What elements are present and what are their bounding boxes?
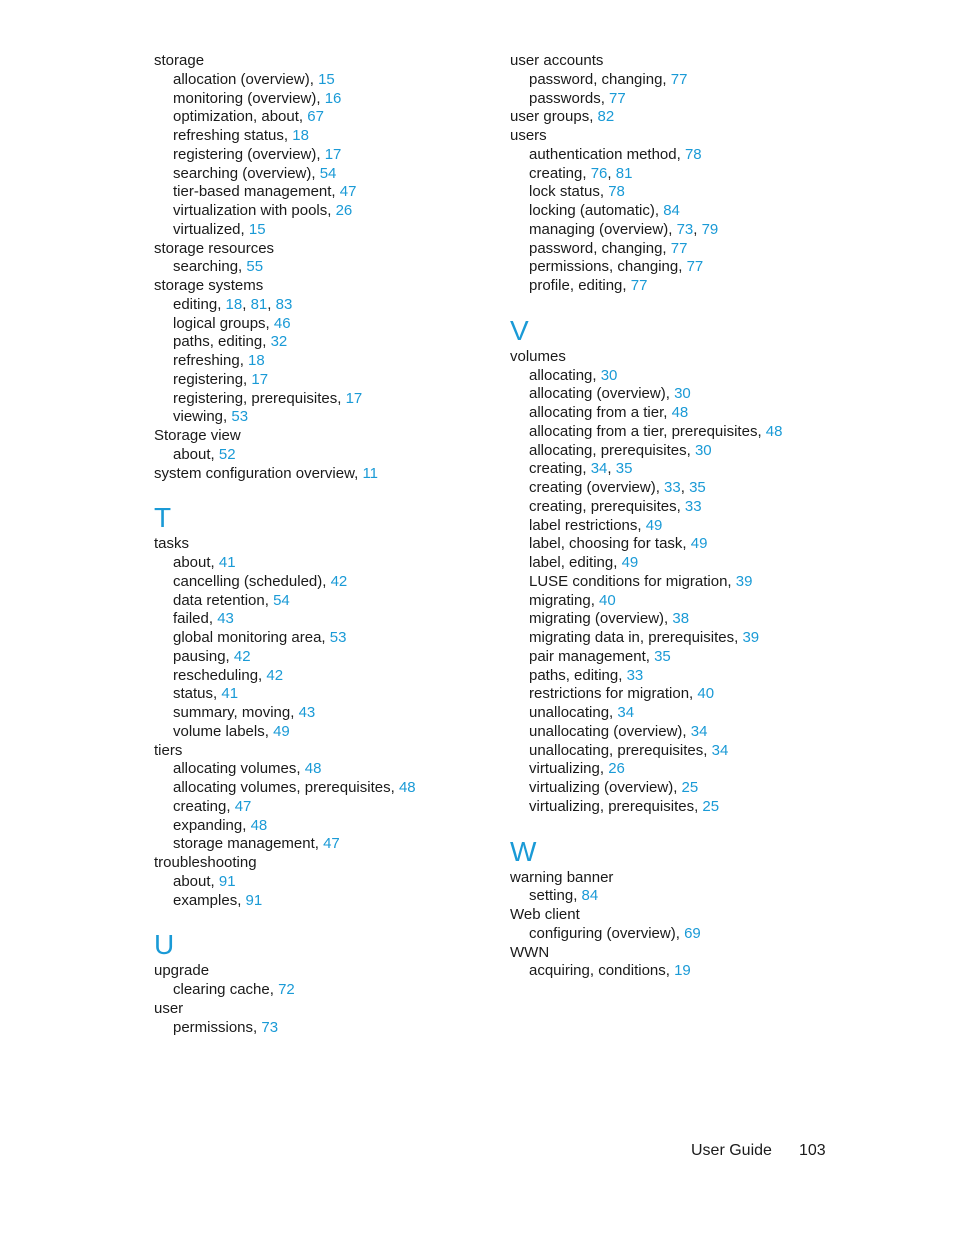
- page-link[interactable]: 33: [664, 479, 681, 496]
- index-subentry: [154, 202, 554, 221]
- index-term: label restrictions,: [529, 516, 646, 534]
- index-subentry: [510, 460, 910, 479]
- index-subentry: [154, 258, 554, 277]
- page-separator: ,: [680, 479, 690, 496]
- index-term: tier-based management,: [173, 183, 340, 201]
- index-subentry: [510, 573, 910, 592]
- page-link[interactable]: 17: [324, 145, 342, 163]
- page-link[interactable]: 55: [246, 258, 264, 276]
- index-section-letter: V: [510, 314, 529, 346]
- index-term: troubleshooting: [154, 854, 257, 871]
- page-link[interactable]: 34: [711, 741, 729, 759]
- index-subentry: [154, 667, 554, 686]
- page-link[interactable]: 19: [674, 962, 691, 980]
- index-term: registering (overview),: [173, 145, 325, 163]
- index-subentry: [510, 385, 910, 404]
- page-link[interactable]: 18: [292, 127, 309, 144]
- index-subentry: [510, 517, 910, 536]
- page-link[interactable]: 69: [684, 924, 701, 942]
- index-term: setting,: [529, 887, 582, 905]
- index-term: volumes: [510, 347, 566, 365]
- page-link[interactable]: 15: [248, 220, 266, 238]
- page-link[interactable]: 11: [362, 464, 379, 482]
- index-term: acquiring, conditions,: [529, 962, 675, 980]
- index-subentry: [510, 71, 910, 90]
- index-term: data retention,: [173, 591, 274, 609]
- index-subentry: [154, 108, 554, 127]
- index-term: cancelling (scheduled),: [173, 572, 331, 590]
- index-term: restrictions for migration,: [529, 685, 698, 703]
- index-entry: [154, 854, 554, 873]
- index-subentry: [154, 333, 554, 352]
- index-term: passwords,: [529, 89, 610, 107]
- index-subentry: [154, 610, 554, 629]
- index-subentry: [154, 183, 554, 202]
- index-term: users: [510, 127, 547, 144]
- index-subentry: [510, 592, 910, 611]
- page-separator: ,: [607, 164, 616, 182]
- index-term: pausing,: [173, 647, 234, 665]
- index-subentry: [154, 446, 554, 465]
- index-term: monitoring (overview),: [173, 89, 325, 107]
- index-term: upgrade: [154, 962, 210, 980]
- index-entry: [510, 869, 910, 888]
- page-link[interactable]: 42: [266, 666, 284, 684]
- index-term: virtualizing,: [529, 760, 609, 778]
- index-term: paths, editing,: [529, 666, 627, 684]
- page-link[interactable]: 48: [304, 760, 322, 778]
- page-link[interactable]: 81: [615, 164, 633, 182]
- index-term: lock status,: [529, 183, 609, 201]
- index-subentry: [510, 648, 910, 667]
- page-link[interactable]: 34: [690, 722, 708, 740]
- index-subentry: [154, 371, 554, 390]
- index-subentry: [510, 479, 910, 498]
- index-subentry: [154, 981, 554, 1000]
- page-link[interactable]: 30: [674, 385, 691, 403]
- index-entry: [154, 52, 554, 71]
- index-term: system configuration overview,: [154, 464, 363, 482]
- index-entry: [510, 127, 910, 146]
- index-subentry: [510, 367, 910, 386]
- index-term: managing (overview),: [529, 220, 677, 238]
- index-subentry: [510, 704, 910, 723]
- index-subentry: [154, 352, 554, 371]
- index-subentry: [154, 1019, 554, 1038]
- index-subentry: [510, 202, 910, 221]
- index-subentry: [510, 685, 910, 704]
- page-link[interactable]: 81: [250, 295, 268, 313]
- index-term: unallocating,: [529, 704, 618, 721]
- index-subentry: [154, 165, 554, 184]
- page-link[interactable]: 30: [694, 441, 712, 459]
- page-link[interactable]: 79: [701, 220, 719, 238]
- page-link[interactable]: 91: [245, 891, 263, 909]
- page-link[interactable]: 30: [600, 366, 618, 384]
- page-link[interactable]: 49: [690, 535, 708, 553]
- page-link[interactable]: 77: [686, 258, 704, 276]
- index-subentry: [510, 90, 910, 109]
- index-term: editing,: [173, 295, 226, 313]
- index-term: optimization, about,: [173, 108, 308, 126]
- index-term: virtualizing (overview),: [529, 779, 682, 796]
- page-link[interactable]: 49: [273, 722, 290, 740]
- index-subentry: [510, 760, 910, 779]
- page-link[interactable]: 47: [323, 835, 340, 853]
- page-separator: ,: [607, 460, 616, 478]
- page-link[interactable]: 67: [307, 108, 324, 126]
- index-entry: [154, 742, 554, 761]
- index-subentry: [154, 798, 554, 817]
- index-entry: [154, 427, 554, 446]
- index-term: storage management,: [173, 835, 324, 853]
- index-entry: [510, 944, 910, 963]
- page-link[interactable]: 84: [581, 887, 599, 905]
- index-subentry: [510, 723, 910, 742]
- index-term: searching,: [173, 258, 247, 276]
- index-entry: [510, 108, 910, 127]
- index-subentry: [510, 183, 910, 202]
- index-term: password, changing,: [529, 70, 671, 88]
- index-subentry: [510, 798, 910, 817]
- page-link[interactable]: 33: [684, 497, 702, 515]
- index-term: LUSE conditions for migration,: [529, 572, 736, 590]
- page-link[interactable]: 17: [345, 389, 363, 407]
- index-subentry: [154, 554, 554, 573]
- index-subentry: [154, 760, 554, 779]
- page-separator: ,: [693, 220, 702, 238]
- page-link[interactable]: 73: [676, 220, 694, 238]
- page-link[interactable]: 52: [218, 445, 236, 463]
- index-subentry: [510, 404, 910, 423]
- index-term: allocating (overview),: [529, 385, 675, 403]
- index-term: creating,: [173, 797, 235, 815]
- page-link[interactable]: 25: [702, 797, 720, 815]
- index-entry: [154, 962, 554, 981]
- index-term: Storage view: [154, 427, 241, 444]
- page-link[interactable]: 18: [248, 352, 265, 369]
- footer-page-number: 103: [799, 1142, 826, 1159]
- index-subentry: [510, 146, 910, 165]
- page-link[interactable]: 18: [225, 295, 243, 313]
- index-subentry: [154, 835, 554, 854]
- index-term: migrating data in, prerequisites,: [529, 629, 743, 646]
- index-subentry: [154, 892, 554, 911]
- index-term: refreshing status,: [173, 127, 293, 144]
- page-link[interactable]: 42: [330, 572, 348, 590]
- index-column-left: [154, 52, 554, 1037]
- index-term: label, editing,: [529, 554, 622, 571]
- index-subentry: [154, 685, 554, 704]
- index-term: refreshing,: [173, 352, 249, 369]
- page-link[interactable]: 35: [615, 460, 633, 478]
- index-subentry: [510, 221, 910, 240]
- index-term: allocating from a tier,: [529, 404, 672, 421]
- index-term: password, changing,: [529, 239, 671, 257]
- index-term: allocating, prerequisites,: [529, 441, 695, 459]
- index-subentry: [510, 610, 910, 629]
- page-link[interactable]: 41: [221, 685, 239, 703]
- index-term: about,: [173, 872, 219, 890]
- page-link[interactable]: 40: [599, 591, 616, 609]
- index-term: registering,: [173, 370, 252, 388]
- index-term: virtualized,: [173, 220, 249, 238]
- page-link[interactable]: 40: [697, 685, 715, 703]
- page-link[interactable]: 39: [735, 572, 753, 590]
- index-term: profile, editing,: [529, 277, 631, 294]
- index-subentry: [510, 925, 910, 944]
- page-link[interactable]: 41: [218, 554, 236, 571]
- index-subentry: [154, 390, 554, 409]
- index-section-letter: U: [154, 929, 175, 961]
- index-term: summary, moving,: [173, 704, 299, 721]
- index-term: configuring (overview),: [529, 924, 685, 942]
- page-link[interactable]: 47: [339, 183, 357, 201]
- index-term: tiers: [154, 741, 183, 759]
- index-subentry: [154, 573, 554, 592]
- index-subentry: [154, 779, 554, 798]
- index-subentry: [154, 704, 554, 723]
- index-subentry: [510, 535, 910, 554]
- index-subentry: [154, 71, 554, 90]
- index-subentry: [510, 962, 910, 981]
- index-subentry: [154, 221, 554, 240]
- index-entry: [154, 465, 554, 484]
- index-term: locking (automatic),: [529, 202, 664, 219]
- index-subentry: [510, 240, 910, 259]
- index-subentry: [510, 423, 910, 442]
- index-term: volume labels,: [173, 722, 274, 740]
- index-term: clearing cache,: [173, 981, 279, 998]
- index-column-right: [510, 52, 910, 981]
- page-link[interactable]: 48: [765, 422, 783, 440]
- page-link[interactable]: 34: [617, 704, 635, 721]
- index-term: user groups,: [510, 108, 598, 126]
- page-link[interactable]: 38: [672, 610, 690, 628]
- page-link[interactable]: 53: [231, 408, 249, 426]
- index-term: about,: [173, 554, 219, 571]
- page-link[interactable]: 48: [398, 779, 416, 796]
- index-term: about,: [173, 445, 219, 463]
- index-term: searching (overview),: [173, 164, 320, 182]
- index-term: Web client: [510, 906, 580, 923]
- index-term: storage: [154, 52, 205, 69]
- index-subentry: [510, 629, 910, 648]
- page-link[interactable]: 34: [590, 460, 608, 478]
- page-link[interactable]: 48: [250, 816, 268, 834]
- index-term: logical groups,: [173, 314, 274, 332]
- page-link[interactable]: 25: [681, 779, 699, 796]
- index-term: status,: [173, 685, 222, 703]
- page-link[interactable]: 46: [273, 314, 291, 332]
- index-term: rescheduling,: [173, 666, 267, 684]
- index-term: global monitoring area,: [173, 629, 330, 646]
- page-link[interactable]: 32: [270, 333, 288, 351]
- page-link[interactable]: 54: [273, 591, 290, 609]
- index-term: WWN: [510, 943, 550, 961]
- page-link[interactable]: 77: [670, 239, 688, 257]
- index-entry: [154, 277, 554, 296]
- index-term: user: [154, 999, 184, 1017]
- page-link[interactable]: 26: [608, 760, 625, 778]
- page-link[interactable]: 78: [684, 145, 702, 163]
- page-link[interactable]: 15: [318, 70, 335, 88]
- index-term: storage resources: [154, 239, 275, 257]
- index-subentry: [154, 873, 554, 892]
- index-subentry: [154, 146, 554, 165]
- page-link[interactable]: 82: [597, 108, 615, 126]
- index-entry: [154, 240, 554, 259]
- index-subentry: [154, 315, 554, 334]
- index-term: permissions, changing,: [529, 258, 687, 276]
- page-link[interactable]: 33: [626, 666, 644, 684]
- page-link[interactable]: 43: [298, 704, 316, 721]
- index-term: permissions,: [173, 1018, 262, 1036]
- page-link[interactable]: 42: [233, 647, 251, 665]
- page-separator: ,: [242, 295, 251, 313]
- page-link[interactable]: 39: [742, 629, 760, 646]
- index-subentry: [510, 667, 910, 686]
- page-link[interactable]: 49: [621, 554, 639, 571]
- index-term: failed,: [173, 610, 218, 628]
- page-link[interactable]: 26: [335, 202, 353, 219]
- index-term: pair management,: [529, 647, 655, 665]
- index-term: virtualizing, prerequisites,: [529, 797, 703, 815]
- index-term: creating,: [529, 460, 591, 478]
- index-term: allocation (overview),: [173, 70, 319, 88]
- page-link[interactable]: 72: [278, 981, 295, 998]
- page-link[interactable]: 47: [234, 797, 252, 815]
- index-term: allocating volumes,: [173, 760, 305, 778]
- index-term: viewing,: [173, 408, 232, 426]
- page-link[interactable]: 35: [654, 647, 671, 665]
- index-subentry: [154, 648, 554, 667]
- index-term: expanding,: [173, 816, 251, 834]
- page-link[interactable]: 17: [251, 370, 269, 388]
- index-term: unallocating (overview),: [529, 722, 691, 740]
- index-subentry: [154, 127, 554, 146]
- index-subentry: [154, 817, 554, 836]
- index-subentry: [510, 442, 910, 461]
- index-section-letter: T: [154, 502, 172, 534]
- page-link[interactable]: 73: [261, 1018, 279, 1036]
- page-link[interactable]: 84: [663, 202, 680, 219]
- index-term: migrating (overview),: [529, 610, 673, 628]
- index-term: virtualization with pools,: [173, 202, 336, 219]
- page-link[interactable]: 91: [218, 872, 236, 890]
- page-link[interactable]: 53: [329, 629, 347, 646]
- index-subentry: [154, 629, 554, 648]
- page-link[interactable]: 78: [608, 183, 625, 201]
- page-link[interactable]: 83: [275, 295, 293, 313]
- index-subentry: [510, 554, 910, 573]
- index-term: allocating from a tier, prerequisites,: [529, 422, 766, 440]
- index-term: creating (overview),: [529, 479, 665, 496]
- index-entry: [510, 906, 910, 925]
- index-entry: [154, 535, 554, 554]
- index-term: label, choosing for task,: [529, 535, 691, 553]
- index-subentry: [154, 723, 554, 742]
- index-term: authentication method,: [529, 145, 685, 163]
- index-subentry: [154, 592, 554, 611]
- index-term: examples,: [173, 891, 246, 909]
- index-entry: [510, 348, 910, 367]
- page-link[interactable]: 77: [670, 70, 688, 88]
- index-subentry: [510, 779, 910, 798]
- page-link[interactable]: 48: [671, 404, 689, 421]
- page-link[interactable]: 76: [590, 164, 608, 182]
- index-subentry: [510, 887, 910, 906]
- page-separator: ,: [267, 295, 276, 313]
- index-subentry: [510, 258, 910, 277]
- index-subentry: [510, 498, 910, 517]
- index-term: migrating,: [529, 591, 600, 609]
- index-subentry: [510, 277, 910, 296]
- page-link[interactable]: 54: [319, 164, 337, 182]
- index-term: registering, prerequisites,: [173, 389, 346, 407]
- index-subentry: [154, 90, 554, 109]
- index-term: warning banner: [510, 868, 614, 886]
- index-subentry: [154, 296, 554, 315]
- index-term: tasks: [154, 535, 190, 553]
- index-section-letter: W: [510, 835, 537, 867]
- index-term: paths, editing,: [173, 333, 271, 351]
- page-link[interactable]: 35: [689, 479, 706, 496]
- page-link[interactable]: 16: [324, 89, 342, 107]
- page-link[interactable]: 49: [645, 516, 663, 534]
- index-entry: [154, 1000, 554, 1019]
- index-term: storage systems: [154, 277, 264, 294]
- page-link[interactable]: 77: [609, 89, 626, 107]
- index-term: creating, prerequisites,: [529, 497, 685, 515]
- index-subentry: [510, 165, 910, 184]
- index-term: creating,: [529, 164, 591, 182]
- page-link[interactable]: 77: [630, 277, 648, 294]
- index-entry: [510, 52, 910, 71]
- index-term: allocating,: [529, 366, 601, 384]
- index-subentry: [154, 408, 554, 427]
- index-term: unallocating, prerequisites,: [529, 741, 712, 759]
- footer-title: User Guide: [691, 1142, 772, 1159]
- index-term: allocating volumes, prerequisites,: [173, 779, 399, 796]
- index-subentry: [510, 742, 910, 761]
- index-term: user accounts: [510, 52, 604, 69]
- page-link[interactable]: 43: [217, 610, 234, 628]
